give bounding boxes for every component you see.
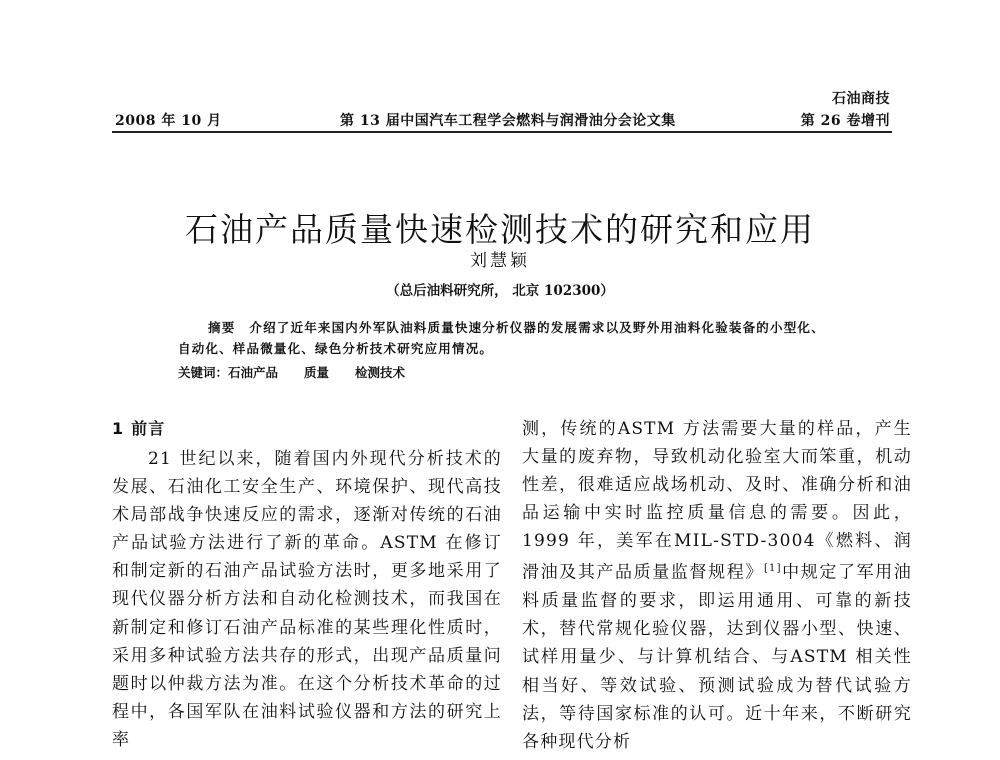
body-paragraph: 21 世纪以来，随着国内外现代分析技术的发展、石油化工安全生产、环境保护、现代高技术局部战争快速反应的需求，逐渐对传统的石油产品试验方法进行了新的革命。ASTM 在修订和制定新的石油产品试验方法时，更多地采用了现代仪器分析方法和自动化检测技术，而我国在新制定和修订石油产品标准的某些理化性质时，采用多种试验方法共存的形式，出现产品质量问题时以仲裁方法为准。在这个分析技术革命的过程中，各国军队在油料试验仪器和方法的研究上率	[112, 449, 502, 750]
header-conference: 第 13 届中国汽车工程学会燃料与润滑油分会论文集	[340, 113, 676, 129]
keywords-label: 关键词：	[178, 365, 229, 380]
header-volume: 第 26 卷增刊	[800, 113, 890, 129]
abstract-text: 介绍了近年来国内外军队油料质量快速分析仪器的发展需求以及野外用油料化验装备的小型化、自动化、样品微量化、绿色分析技术研究应用情况。	[178, 320, 825, 356]
keyword-item: 检测技术	[355, 365, 406, 380]
header-date: 2008 年 10 月	[115, 113, 222, 129]
author-affiliation: （总后油料研究所， 北京 102300）	[386, 283, 614, 299]
citation-ref: [1]	[763, 563, 782, 575]
body-text-part-b: 中规定了军用油料质量监督的要求，即运用通用、可靠的新技术，替代常规化验仪器，达到仪器小型、快速、试样用量少、与计算机结合、与ASTM 相关性相当好、等效试验、预测试验成为替代试验方法，等待国家标准的认可。近十年来，不断研究各种现代分析	[522, 563, 912, 752]
body-right-column	[522, 415, 912, 756]
keywords	[178, 363, 431, 381]
body-text-part-a: 测，传统的ASTM 方法需要大量的样品，产生大量的废弃物，导致机动化验室大而笨重，机动性差，很难适应战场机动、及时、准确分析和油品运输中实时监控质量信息的需要。因此，1999 年，美军在MIL-STD-3004《燃料、润滑油及其产品质量监督规程》	[522, 419, 912, 584]
header-rule	[112, 131, 892, 133]
section-heading: 1 前言	[112, 419, 166, 438]
keyword-item: 质量	[304, 365, 330, 380]
body-paragraph-continued	[522, 415, 912, 756]
abstract-label: 摘要	[208, 320, 236, 335]
author-name: 刘慧颖	[470, 251, 530, 271]
header-journal: 石油商技	[832, 91, 890, 107]
body-left-column	[112, 415, 502, 754]
keyword-item: 石油产品	[228, 365, 279, 380]
abstract	[178, 317, 838, 359]
paper-title: 石油产品质量快速检测技术的研究和应用	[185, 210, 815, 250]
